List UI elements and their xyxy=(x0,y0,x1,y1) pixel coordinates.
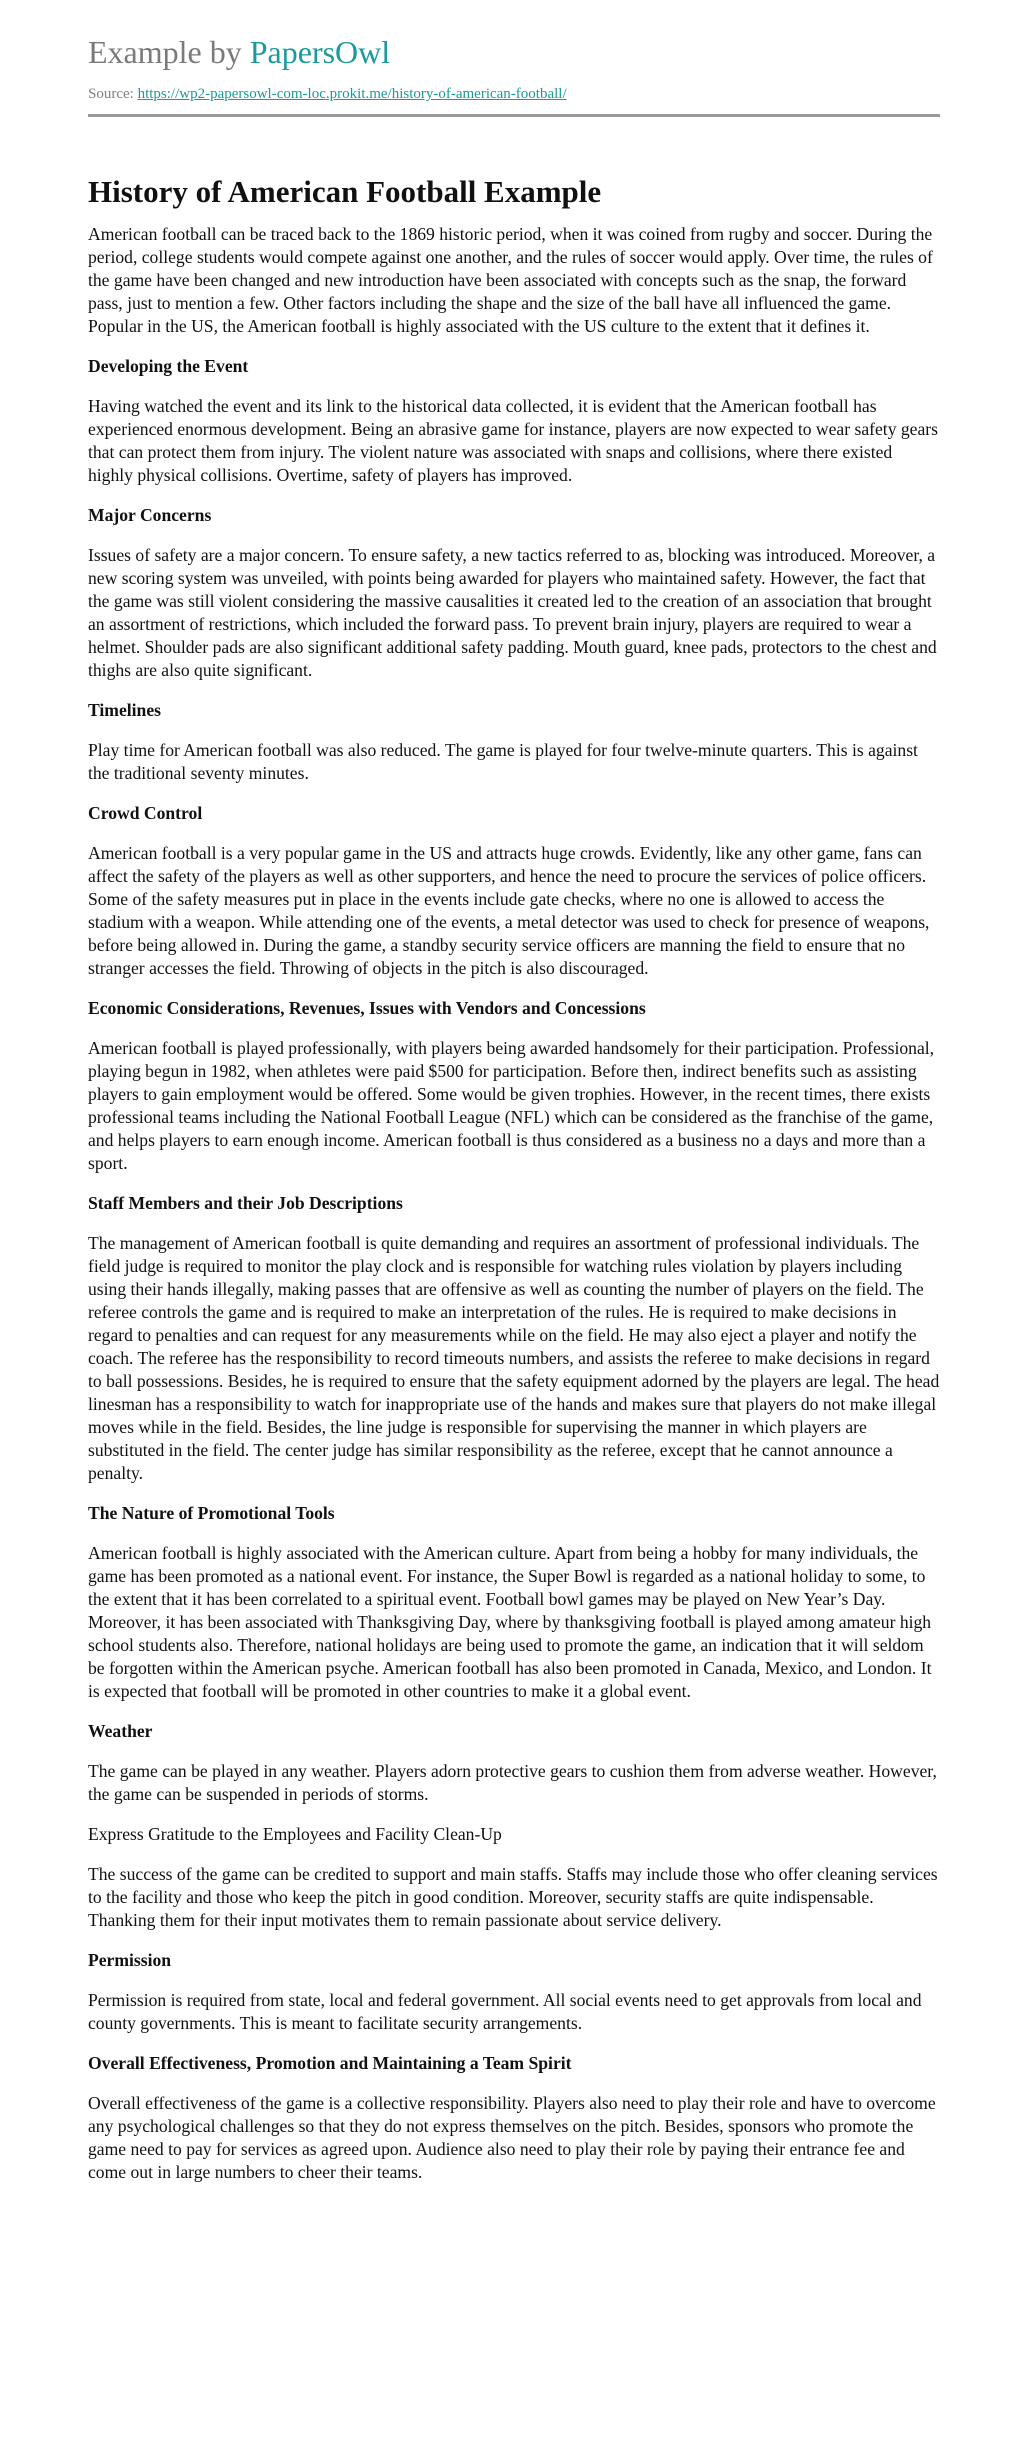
section-express-gratitude xyxy=(88,1823,940,1932)
section-heading: Overall Effectiveness, Promotion and Maintaining a Team Spirit xyxy=(88,2053,572,2073)
section-paragraph: The success of the game can be credited to support and main staffs. Staffs may include those who offer cleaning services to the facility and those who keep the pitch in good condition. Moreover, security staffs are quite indispensable. Thanking them for their input motivates them to remain passionate about service delivery. xyxy=(88,1864,938,1930)
section-economic-considerations xyxy=(88,997,940,1175)
section-heading: Economic Considerations, Revenues, Issues with Vendors and Concessions xyxy=(88,998,646,1018)
source-label: Source: xyxy=(88,86,138,102)
section-heading: Weather xyxy=(88,1721,153,1741)
section-major-concerns xyxy=(88,504,940,682)
section-overall-effectiveness xyxy=(88,2052,940,2184)
section-paragraph: American football is highly associated with the American culture. Apart from being a hobby for many individuals, the game has been promoted as a national event. For instance, the Super Bowl is regarded as a national holiday to some, to the extent that it has been correlated to a spiritual event. Football bowl games may be played on New Year’s Day. Moreover, it has been associated with Thanksgiving Day, where by thanksgiving football is played among amateur high school students also. Therefore, national holidays are being used to promote the game, an indication that it will seldom be forgotten within the American psyche. American football has also been promoted in Canada, Mexico, and London. It is expected that football will be promoted in other countries to make it a global event. xyxy=(88,1543,932,1701)
section-paragraph: Having watched the event and its link to the historical data collected, it is evident that the American football has experienced enormous development. Being an abrasive game for instance, players are now expected to wear safety gears that can protect them from injury. The violent nature was associated with snaps and collisions, where there existed highly physical collisions. Overtime, safety of players has improved. xyxy=(88,396,939,485)
section-heading: Developing the Event xyxy=(88,356,249,376)
section-staff-members xyxy=(88,1192,940,1485)
section-timelines xyxy=(88,699,940,785)
section-paragraph: American football is a very popular game in the US and attracts huge crowds. Evidently, like any other game, fans can affect the safety of the players as well as other supporters, and hence the need to procure the services of police officers. Some of the safety measures put in place in the events include gate checks, where no one is allowed to access the stadium with a weapon. While attending one of the events, a metal detector was used to check for presence of weapons, before being allowed in. During the game, a standby security service officers are manning the field to ensure that no stranger accesses the field. Throwing of objects in the pitch is also discouraged. xyxy=(88,843,930,978)
section-crowd-control xyxy=(88,802,940,980)
article-title: History of American Football Example xyxy=(88,174,602,209)
source-line xyxy=(88,84,940,104)
section-heading: The Nature of Promotional Tools xyxy=(88,1503,335,1523)
section-developing-the-event xyxy=(88,355,940,487)
section-paragraph: Play time for American football was also reduced. The game is played for four twelve-minute quarters. This is against the traditional seventy minutes. xyxy=(88,740,918,783)
intro-paragraph: American football can be traced back to the 1869 historic period, when it was coined from rugby and soccer. During the period, college students would compete against one another, and the rules of soccer would apply. Over time, the rules of the game have been changed and new introduction have been associated with concepts such as the snap, the forward pass, just to mention a few. Other factors including the shape and the size of the ball have all influenced the game. Popular in the US, the American football is highly associated with the US culture to the extent that it defines it. xyxy=(88,224,933,336)
section-heading: Express Gratitude to the Employees and Facility Clean-Up xyxy=(88,1824,502,1844)
brand-header xyxy=(88,32,940,72)
section-paragraph: American football is played professionally, with players being awarded handsomely for their participation. Professional, playing begun in 1982, when athletes were paid $500 for participation. Before then, indirect benefits such as assisting players to gain employment would be offered. Some would be given trophies. However, in the recent times, there exists professional teams including the National Football League (NFL) which can be considered as the franchise of the game, and helps players to earn enough income. American football is thus considered as a business no a days and more than a sport. xyxy=(88,1038,935,1173)
section-weather xyxy=(88,1720,940,1806)
section-paragraph: Permission is required from state, local and federal government. All social events need to get approvals from local and county governments. This is meant to facilitate security arrangements. xyxy=(88,1990,922,2033)
header-divider xyxy=(88,114,940,117)
document-page xyxy=(88,0,940,2201)
section-paragraph: Overall effectiveness of the game is a collective responsibility. Players also need to play their role and have to overcome any psychological challenges so that they do not express themselves on the pitch. Besides, sponsors who promote the game need to pay for services as agreed upon. Audience also need to play their role by paying their entrance fee and come out in large numbers to cheer their teams. xyxy=(88,2093,936,2182)
brand-prefix: Example by xyxy=(88,34,250,70)
section-heading: Major Concerns xyxy=(88,505,212,525)
section-paragraph: The game can be played in any weather. Players adorn protective gears to cushion them from adverse weather. However, the game can be suspended in periods of storms. xyxy=(88,1761,937,1804)
section-heading: Permission xyxy=(88,1950,172,1970)
section-paragraph: Issues of safety are a major concern. To ensure safety, a new tactics referred to as, blocking was introduced. Moreover, a new scoring system was unveiled, with points being awarded for players who maintained safety. However, the fact that the game was still violent considering the massive causalities it created led to the creation of an association that brought an assortment of restrictions, which included the forward pass. To prevent brain injury, players are required to wear a helmet. Shoulder pads are also significant additional safety padding. Mouth guard, knee pads, protectors to the chest and thighs are also quite significant. xyxy=(88,545,937,680)
section-paragraph: The management of American football is quite demanding and requires an assortment of professional individuals. The field judge is required to monitor the play clock and is responsible for watching rules violation by players including using their hands illegally, making passes that are offensive as well as counting the number of players on the field. The referee controls the game and is required to make an interpretation of the rules. He is required to make decisions in regard to penalties and can request for any measurements while on the field. He may also eject a player and notify the coach. The referee has the responsibility to record timeouts numbers, and assists the referee to make decisions in regard to ball possessions. Besides, he is required to ensure that the safety equipment adorned by the players are legal. The head linesman has a responsibility to watch for inappropriate use of the hands and makes sure that players do not make illegal moves while in the field. Besides, the line judge is responsible for supervising the manner in which players are substituted in the field. The center judge has similar responsibility as the referee, except that he cannot announce a penalty. xyxy=(88,1233,940,1483)
section-permission xyxy=(88,1949,940,2035)
brand-name-link[interactable]: PapersOwl xyxy=(249,34,391,70)
section-heading: Timelines xyxy=(88,700,161,720)
article-body xyxy=(88,223,940,2184)
section-heading: Staff Members and their Job Descriptions xyxy=(88,1193,403,1213)
section-promotional-tools xyxy=(88,1502,940,1703)
source-url-link[interactable]: https://wp2-papersowl-com-loc.prokit.me/history-of-american-football/ xyxy=(137,86,567,102)
section-heading: Crowd Control xyxy=(88,803,203,823)
